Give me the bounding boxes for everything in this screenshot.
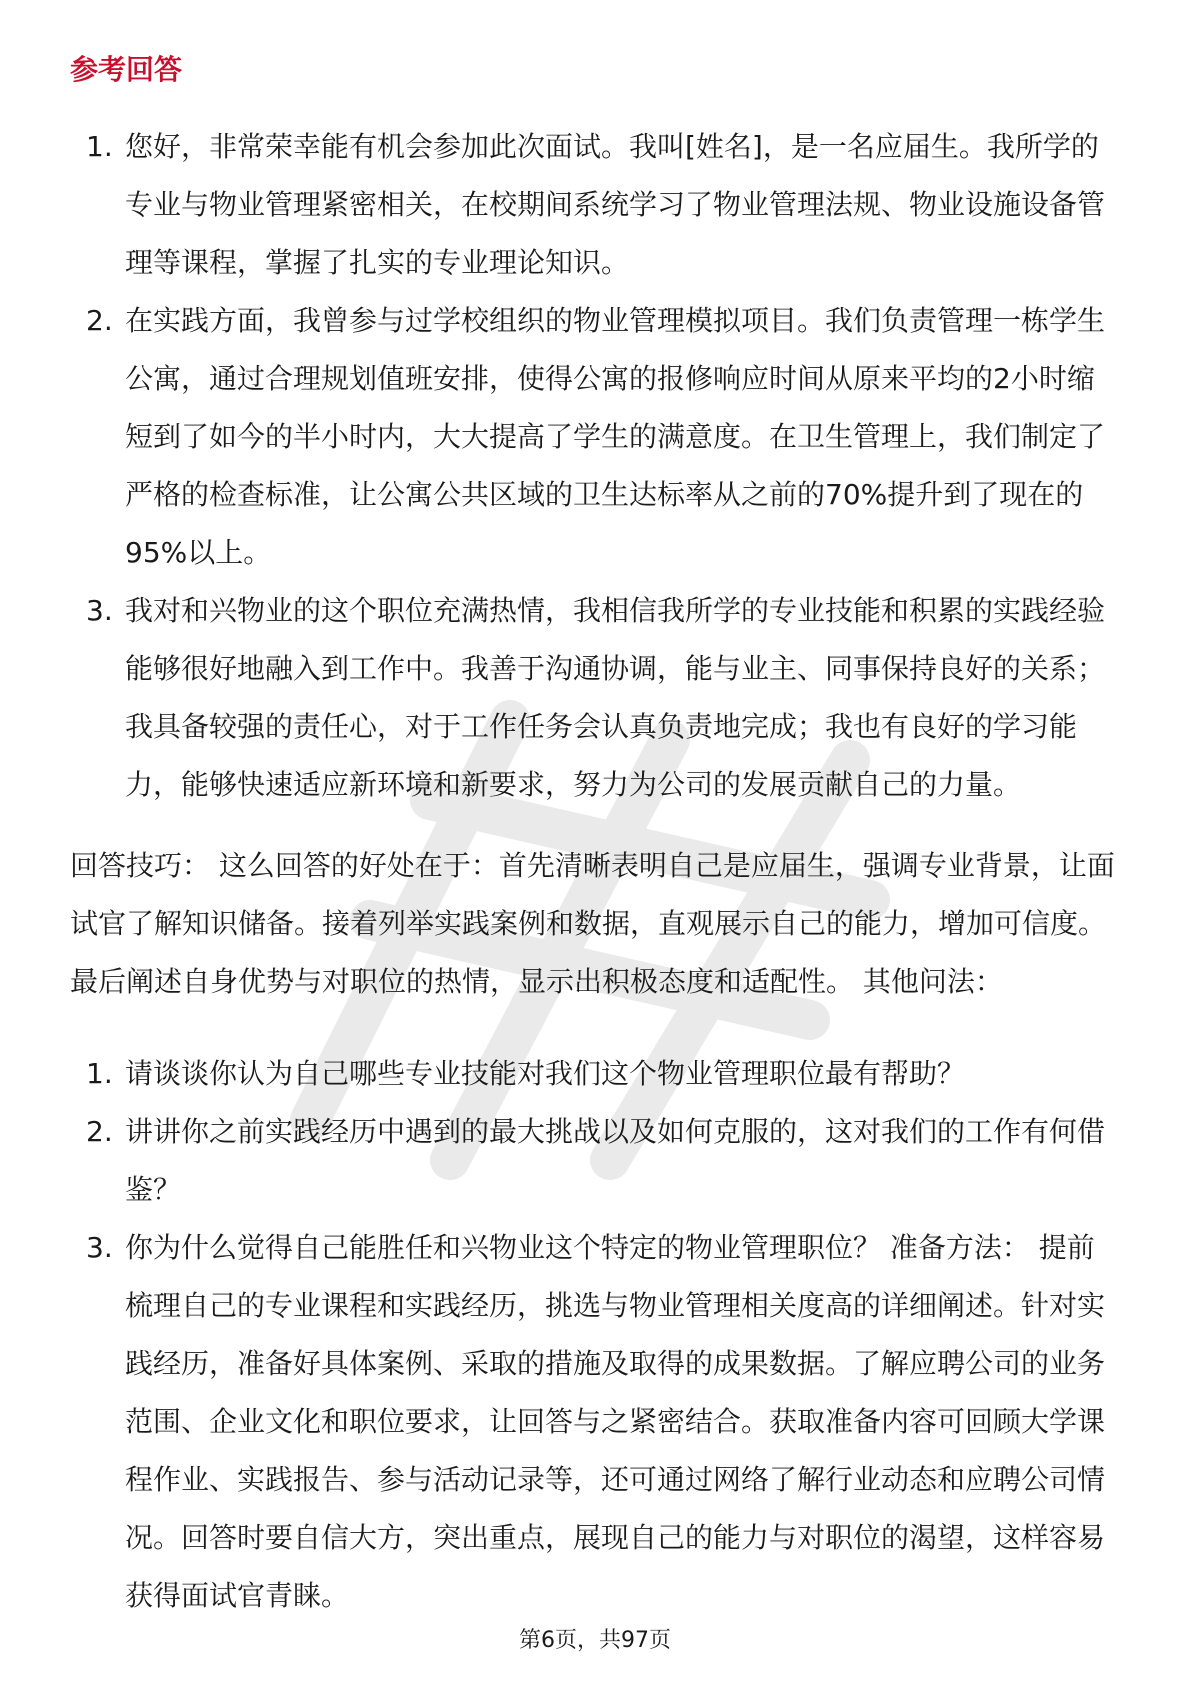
list-item-text: 在实践方面，我曾参与过学校组织的物业管理模拟项目。我们负责管理一栋学生公寓，通过合理规划值班安排，使得公寓的报修响应时间从原来平均的2小时缩短到了如今的半小时内，大大提高了学生的满意度。在卫生管理上，我们制定了严格的检查标准，让公寓公共区域的卫生达标率从之前的70%提升到了现在的95%以上。 [125, 304, 1106, 569]
list-item-text: 我对和兴物业的这个职位充满热情，我相信我所学的专业技能和积累的实践经验能够很好地融入到工作中。我善于沟通协调，能与业主、同事保持良好的关系；我具备较强的责任心，对于工作任务会认真负责地完成；我也有良好的学习能力，能够快速适应新环境和新要求，努力为公司的发展贡献自己的力量。 [125, 594, 1106, 801]
list-number: 3. [86, 594, 113, 627]
answer-list [70, 118, 1120, 814]
list-item-text: 讲讲你之前实践经历中遇到的最大挑战以及如何克服的，这对我们的工作有何借鉴？ [125, 1115, 1106, 1206]
page-footer: 第6页，共97页 [519, 1628, 671, 1653]
list-item [70, 292, 1120, 582]
section-title: 参考回答 [70, 53, 183, 86]
list-item-text: 你为什么觉得自己能胜任和兴物业这个特定的物业管理职位？ 准备方法： 提前梳理自己的专业课程和实践经历，挑选与物业管理相关度高的详细阐述。针对实践经历，准备好具体案例、采取的措施及取得的成果数据。了解应聘公司的业务范围、企业文化和职位要求，让回答与之紧密结合。获取准备内容可回顾大学课程作业、实践报告、参与活动记录等，还可通过网络了解行业动态和应聘公司情况。回答时要自信大方，突出重点，展现自己的能力与对职位的渴望，这样容易获得面试官青睐。 [125, 1231, 1106, 1612]
list-number: 2. [86, 1115, 113, 1148]
list-item-text: 您好，非常荣幸能有机会参加此次面试。我叫[姓名]，是一名应届生。我所学的专业与物业管理紧密相关，在校期间系统学习了物业管理法规、物业设施设备管理等课程，掌握了扎实的专业理论知识。 [125, 130, 1106, 279]
list-number: 1. [86, 1057, 113, 1090]
tips-paragraph: 回答技巧： 这么回答的好处在于：首先清晰表明自己是应届生，强调专业背景，让面试官了解知识储备。接着列举实践案例和数据，直观展示自己的能力，增加可信度。最后阐述自身优势与对职位的热情，显示出积极态度和适配性。 其他问法： [70, 849, 1115, 998]
list-item [70, 1045, 1120, 1103]
list-number: 2. [86, 304, 113, 337]
other-questions-list [70, 1045, 1120, 1625]
list-item [70, 118, 1120, 292]
list-item [70, 1103, 1120, 1219]
list-number: 1. [86, 130, 113, 163]
list-item-text: 请谈谈你认为自己哪些专业技能对我们这个物业管理职位最有帮助？ [125, 1057, 966, 1090]
list-number: 3. [86, 1231, 113, 1264]
list-item [70, 1219, 1120, 1625]
list-item [70, 582, 1120, 814]
